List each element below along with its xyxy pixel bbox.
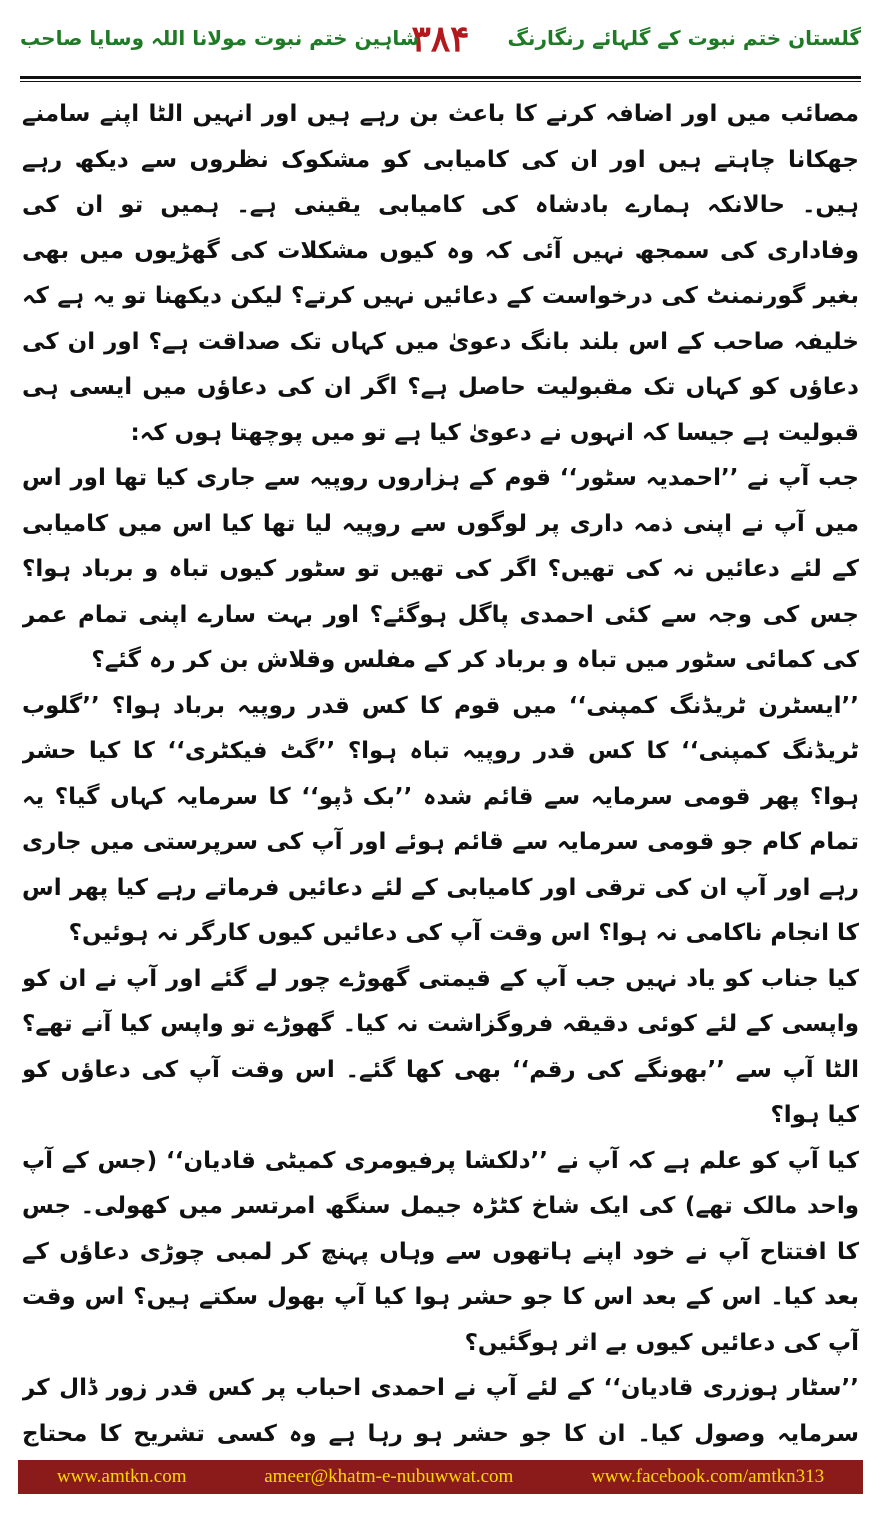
paragraph-4: کیا جناب کو یاد نہیں جب آپ کے قیمتی گھوڑے چور لے گئے اور آپ نے ان کو واپسی کے لئے کوئی دقیقہ فروگزاشت نہ کیا۔ گھوڑے تو واپس کیا آنے تھے؟ الٹا آپ سے ’’بھونگے کی رقم‘‘ بھی کھا گئے۔ اس وقت آپ کی دعاؤں کو کیا ہوا؟: [22, 965, 859, 1128]
page-number: ۳۸۴: [411, 18, 470, 60]
header-rule-thin: [20, 81, 861, 82]
book-title: گلستان ختم نبوت کے گلہائے رنگارنگ: [507, 26, 861, 50]
header-rule-thick: [20, 76, 861, 79]
paragraph-1: مصائب میں اور اضافہ کرنے کا باعث بن رہے ہیں اور انہیں الٹا اپنے سامنے جھکانا چاہتے ہیں اور ان کی کامیابی کو مشکوک نظروں سے دیکھ رہے ہیں۔ حالانکہ ہمارے بادشاہ کی کامیابی یقینی ہے۔ ہمیں تو ان کی وفاداری کی سمجھ نہیں آئی کہ وہ کیوں مشکلات کی گھڑیوں میں بھی بغیر گورنمنٹ کی درخواست کے دعائیں نہیں کرتے؟ لیکن دیکھنا تو یہ ہے کہ خلیفہ صاحب کے اس بلند بانگ دعویٰ میں کہاں تک صداقت ہے؟ اور ان کی دعاؤں کو کہاں تک مقبولیت حاصل ہے؟ اگر ان کی دعاؤں میں ایسی ہی قبولیت ہے جیسا کہ انہوں نے دعویٰ کیا ہے تو میں پوچھتا ہوں کہ:: [22, 101, 859, 446]
paragraph-6: ’’سٹار ہوزری قادیان‘‘ کے لئے آپ نے احمدی احباب پر کس قدر زور ڈال کر سرمایہ وصول کیا۔ ان کا جو حشر ہو رہا ہے وہ کسی تشریح کا محتاج: [22, 1375, 859, 1447]
footer-bar: [18, 1460, 863, 1494]
page-header: [20, 18, 861, 74]
website-link[interactable]: www.amtkn.com: [56, 1466, 187, 1487]
paragraph-5: کیا آپ کو علم ہے کہ آپ نے ’’دلکشا پرفیومری کمیٹی قادیان‘‘ (جس کے آپ واحد مالک تھے) کی ایک شاخ کٹڑہ جیمل سنگھ امرتسر میں کھولی۔ جس کا افتتاح آپ نے خود اپنے ہاتھوں سے وہاں پہنچ کر لمبی چوڑی دعاؤں کے بعد کیا۔ اس کے بعد اس کا جو حشر ہوا کیا آپ بھول سکتے ہیں؟ اس وقت آپ کی دعائیں کیوں بے اثر ہوگئیں؟: [22, 1147, 859, 1356]
author-title: شاہین ختم نبوت مولانا اللہ وسایا صاحب: [20, 26, 420, 50]
page-body: [22, 92, 859, 1465]
paragraph-2: جب آپ نے ’’احمدیہ سٹور‘‘ قوم کے ہزاروں روپیہ سے جاری کیا تھا اور اس میں آپ نے اپنی ذمہ داری پر لوگوں سے روپیہ لیا تھا کیا اس میں کامیابی کے لئے دعائیں نہ کی تھیں؟ اگر کی تھیں تو سٹور کیوں تباہ و برباد ہوا؟ جس کی وجہ سے کئی احمدی پاگل ہوگئے؟ اور بہت سارے اپنی تمام عمر کی کمائی سٹور میں تباہ و برباد کر کے مفلس وقلاش بن کر رہ گئے؟: [22, 465, 859, 673]
paragraph-3: ’’ایسٹرن ٹریڈنگ کمپنی‘‘ میں قوم کا کس قدر روپیہ برباد ہوا؟ ’’گلوب ٹریڈنگ کمپنی‘‘ کا کس قدر روپیہ تباہ ہوا؟ ’’گٹ فیکٹری‘‘ کا کیا حشر ہوا؟ پھر قومی سرمایہ سے قائم شدہ ’’بک ڈپو‘‘ کا سرمایہ کہاں گیا؟ یہ تمام کام جو قومی سرمایہ سے قائم ہوئے اور آپ کی سرپرستی میں جاری رہے اور آپ ان کی ترقی اور کامیابی کے لئے دعائیں فرماتے رہے کیا پھر اس کا انجام ناکامی نہ ہوا؟ اس وقت آپ کی دعائیں کیوں کارگر نہ ہوئیں؟: [22, 692, 859, 946]
facebook-link[interactable]: www.facebook.com/amtkn313: [591, 1466, 825, 1487]
email-link[interactable]: ameer@khatm-e-nubuwwat.com: [264, 1466, 514, 1487]
